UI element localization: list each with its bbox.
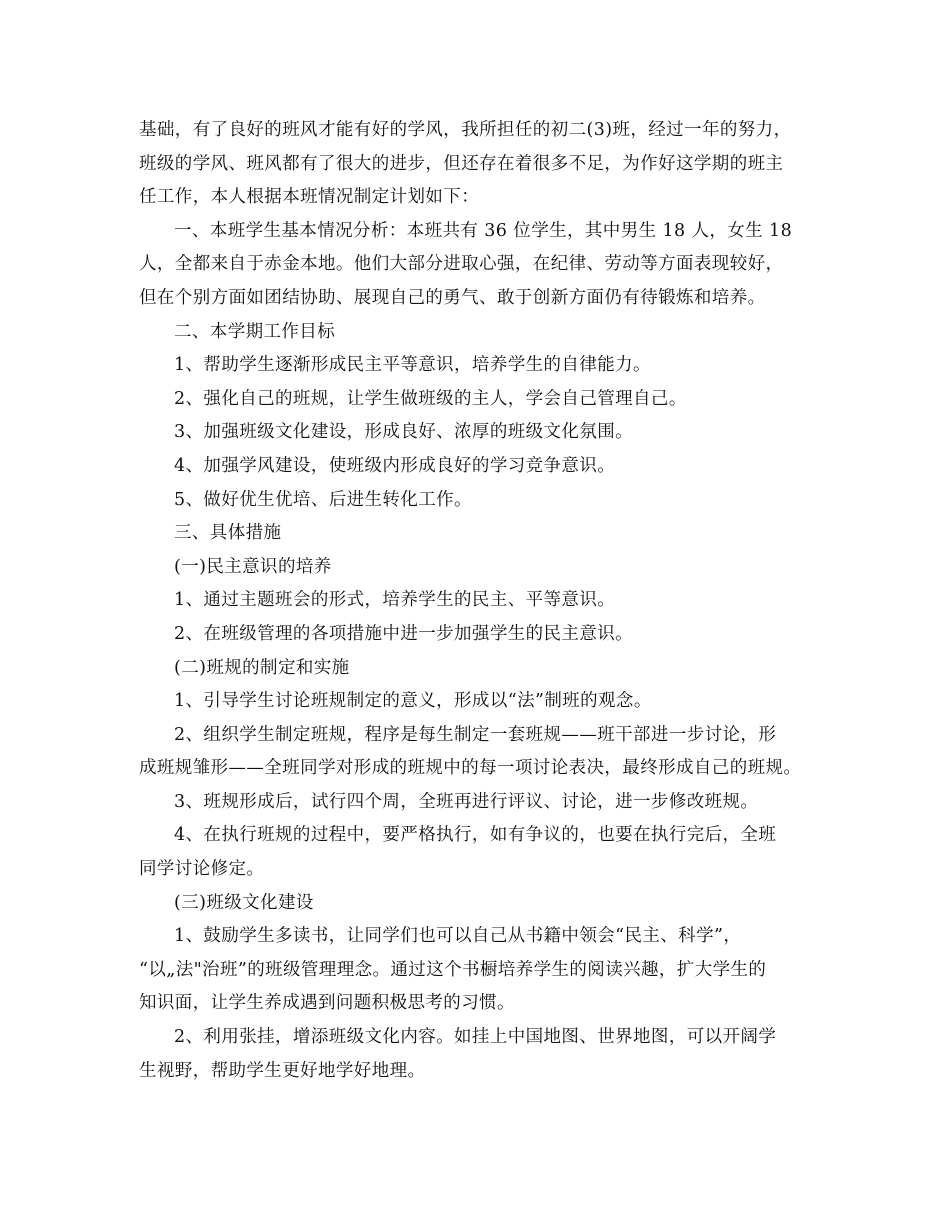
text-line: “以„法"治班”的班级管理理念。通过这个书橱培养学生的阅读兴趣，扩大学生的 <box>139 959 767 980</box>
section-heading-basic-situation: 一、本班学生基本情况分析：本班共有 36 位学生，其中男生 18 人，女生 18 <box>174 220 793 241</box>
list-item: 1、通过主题班会的形式，培养学生的民主、平等意识。 <box>174 590 616 611</box>
text-line: 班级的学风、班风都有了很大的进步，但还存在着很多不足，为作好这学期的班主 <box>139 153 784 174</box>
list-item: 3、班规形成后，试行四个周，全班再进行评议、讨论，进一步修改班规。 <box>174 791 759 812</box>
list-item: 2、强化自己的班规，让学生做班级的主人，学会自己管理自己。 <box>174 388 687 409</box>
section-heading-goals: 二、本学期工作目标 <box>174 321 336 342</box>
text-line: 生视野，帮助学生更好地学好地理。 <box>139 1060 426 1081</box>
list-item: 2、组织学生制定班规，程序是每生制定一套班规——班干部进一步讨论，形 <box>174 724 777 745</box>
subsection-heading-class-rules: (二)班规的制定和实施 <box>174 657 350 678</box>
section-heading-measures: 三、具体措施 <box>174 523 282 544</box>
text-line: 基础，有了良好的班风才能有好的学风，我所担任的初二(3)班，经过一年的努力， <box>139 120 792 140</box>
list-item: 1、帮助学生逐渐形成民主平等意识，培养学生的自律能力。 <box>174 355 651 376</box>
list-item: 1、鼓励学生多读书，让同学们也可以自己从书籍中领会“民主、科学”， <box>174 926 742 947</box>
list-item: 2、在班级管理的各项措施中进一步加强学生的民主意识。 <box>174 623 634 644</box>
text-line: 人，全都来自于赤金本地。他们大部分进取心强，在纪律、劳动等方面表现较好， <box>139 254 784 275</box>
text-line: 成班规雏形——全班同学对形成的班规中的每一项讨论表决，最终形成自己的班规。 <box>139 758 802 779</box>
subsection-heading-class-culture: (三)班级文化建设 <box>174 892 314 913</box>
list-item: 2、利用张挂，增添班级文化内容。如挂上中国地图、世界地图，可以开阔学 <box>174 1027 777 1048</box>
document-body <box>139 114 829 1088</box>
text-line: 知识面，让学生养成遇到问题积极思考的习惯。 <box>139 993 515 1014</box>
text-line: 同学讨论修定。 <box>139 859 265 880</box>
text-line: 任工作，本人根据本班情况制定计划如下： <box>139 187 480 208</box>
text-line: 但在个别方面如团结协助、展现自己的勇气、敢于创新方面仍有待锻炼和培养。 <box>139 287 766 308</box>
list-item: 1、引导学生讨论班规制定的意义，形成以“法”制班的观念。 <box>174 691 652 712</box>
list-item: 4、加强学风建设，使班级内形成良好的学习竞争意识。 <box>174 455 616 476</box>
subsection-heading-democracy: (一)民主意识的培养 <box>174 556 332 577</box>
list-item: 3、加强班级文化建设，形成良好、浓厚的班级文化氛围。 <box>174 422 634 443</box>
list-item: 4、在执行班规的过程中，要严格执行，如有争议的，也要在执行完后，全班 <box>174 825 777 846</box>
list-item: 5、做好优生优培、后进生转化工作。 <box>174 489 472 510</box>
